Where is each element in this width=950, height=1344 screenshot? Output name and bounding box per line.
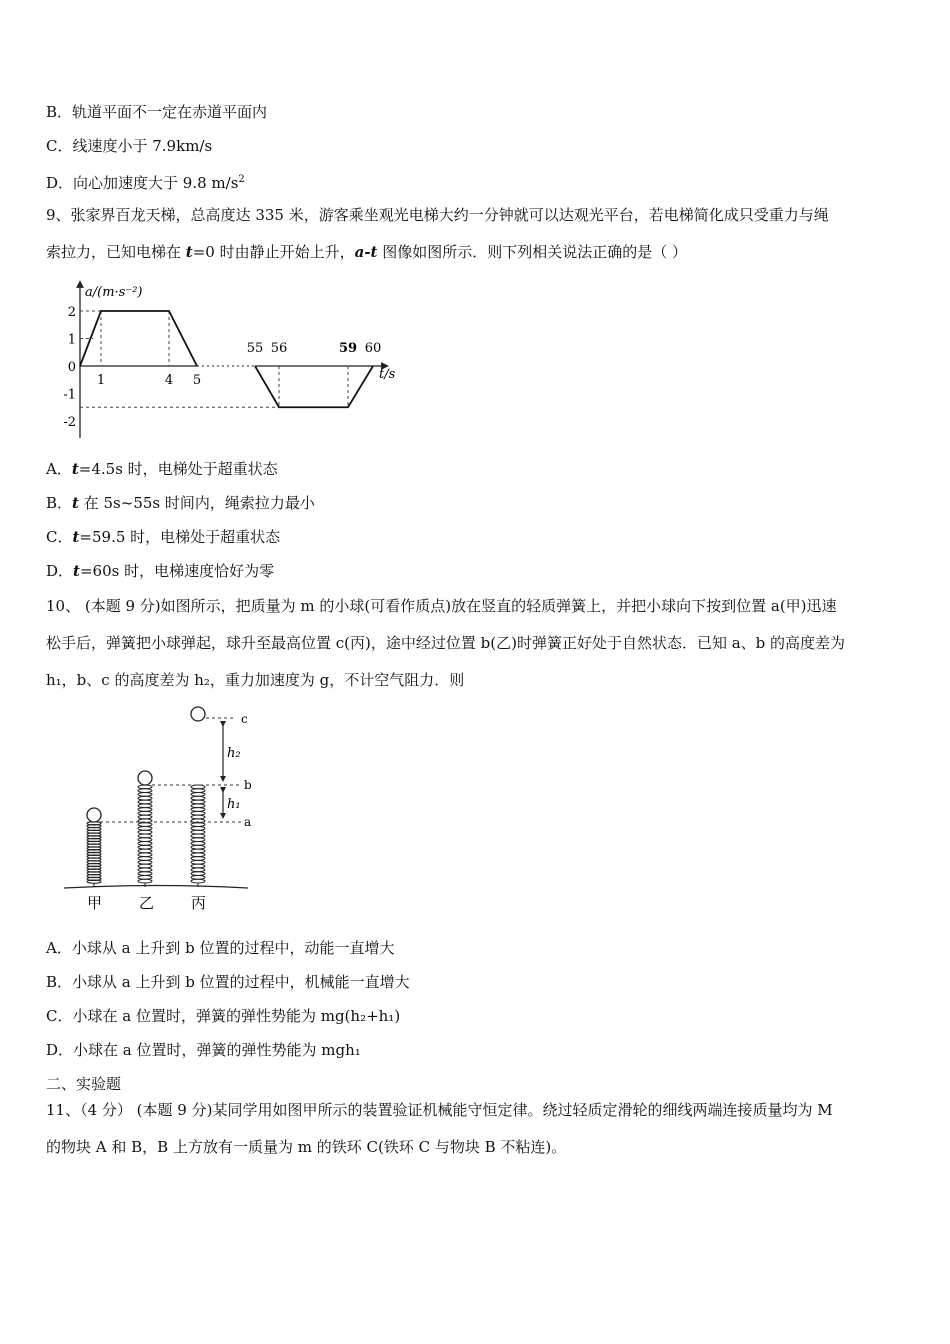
spring-coil [138,838,152,842]
q10-stem-line2: 松手后，弹簧把小球弹起，球升至最高位置 c(丙)，途中经过位置 b(乙)时弹簧正好处于自然状态．已知 a、b 的高度差为 [46,634,846,652]
spring-coil [138,872,152,876]
spring-coil [138,849,152,853]
q9-stem-line2 [46,242,687,262]
q9-option-c [46,527,280,547]
q8-option-d [46,170,245,193]
label-bing: 丙 [191,894,207,912]
q9-option-b-rest: 在 5s~55s 时间内，绳索拉力最小 [78,494,315,512]
spring-coil [138,804,152,808]
q9-stem-part3: 图像如图所示．则下列相关说法正确的是（ ） [377,243,688,261]
spring-coil [191,857,205,861]
spring-coil [191,793,205,797]
at-x-tick-label: 56 [270,341,288,356]
spring-coil [191,864,205,868]
q10-option-d: D．小球在 a 位置时，弹簧的弹性势能为 mgh₁ [46,1041,361,1059]
q8-option-b: B．轨道平面不一定在赤道平面内 [46,103,268,121]
ground-line [64,886,248,889]
spring-coil [87,880,101,883]
spring-jia [87,822,101,887]
spring-coil [191,875,205,879]
at-x-tick-label: 60 [364,341,382,356]
spring-coil [191,826,205,830]
q9-option-a-pre: A． [46,460,72,478]
q10-option-a: A．小球从 a 上升到 b 位置的过程中，动能一直增大 [46,939,395,957]
spring-coil [138,793,152,797]
spring-coil [138,811,152,815]
spring-coil [191,879,205,883]
q9-option-d [46,561,274,581]
q9-stem-at: a-t [354,243,378,261]
spring-coil [138,875,152,879]
q9-option-b-pre: B． [46,494,73,512]
spring-coil [138,864,152,868]
q9-option-b-t: t [72,494,79,512]
spring-coil [191,815,205,819]
q9-stem-part1: 索拉力，已知电梯在 [46,243,186,261]
spring-coil [191,860,205,864]
at-x-tick-label: 5 [192,373,202,388]
q9-option-a [46,459,278,479]
spring-bing [191,785,205,887]
at-y-tick-label: -2 [63,415,76,430]
at-x-label: t/s [379,367,396,382]
spring-figure [60,702,260,914]
q9-option-a-rest: =4.5s 时，电梯处于超重状态 [78,460,278,478]
at-x-tick-label: 1 [96,373,106,388]
q8-option-d-sup: 2 [238,174,245,185]
spring-coil [138,868,152,872]
at-x-tick-label: 59 [338,341,358,356]
spring-coil [138,857,152,861]
at-x-tick-label: 4 [164,373,174,388]
spring-coil [138,830,152,834]
spring-coil [138,845,152,849]
spring-coil [138,853,152,857]
spring-coil [191,785,205,789]
spring-coil [138,842,152,846]
at-y-tick-label: 0 [67,360,76,375]
label-jia: 甲 [87,894,103,912]
spring-coil [191,800,205,804]
q9-option-d-rest: =60s 时，电梯速度恰好为零 [79,562,275,580]
label-c: c [241,712,248,726]
q9-option-c-rest: =59.5 时，电梯处于超重状态 [79,528,281,546]
spring-coil [138,834,152,838]
spring-coil [191,842,205,846]
q9-option-d-pre: D． [46,562,74,580]
spring-coil [138,789,152,793]
label-yi: 乙 [139,894,155,912]
spring-coil [191,853,205,857]
label-h2: h₂ [227,746,241,761]
section-heading-experiment: 二、实验题 [46,1075,122,1093]
spring-coil [191,789,205,793]
q10-stem-line1: 10、 (本题 9 分)如图所示，把质量为 m 的小球(可看作质点)放在竖直的轻质弹簧上，并把小球向下按到位置 a(甲)迅速 [46,597,837,615]
q9-stem-line1: 9、张家界百龙天梯，总高度达 335 米，游客乘坐观光电梯大约一分钟就可以达观光平台，若电梯简化成只受重力与绳 [46,206,829,224]
spring-coil [138,815,152,819]
ball-yi [138,771,152,785]
spring-coil [191,830,205,834]
spring-coil [191,868,205,872]
q11-stem-line2: 的物块 A 和 B，B 上方放有一质量为 m 的铁环 C(铁环 C 与物块 B 不粘连)。 [46,1138,567,1156]
q9-option-c-pre: C． [46,528,73,546]
spring-coil [138,796,152,800]
at-series-line-end [255,366,373,407]
q9-option-a-t: t [71,460,79,478]
q10-option-c: C．小球在 a 位置时，弹簧的弹性势能为 mg(h₂+h₁) [46,1007,401,1025]
label-b: b [244,778,252,792]
spring-coil [138,826,152,830]
spring-coil [191,838,205,842]
q8-option-c: C．线速度小于 7.9km/s [46,137,213,155]
spring-coil [191,872,205,876]
spring-coil [138,823,152,827]
q11-stem-line1: 11、（4 分） (本题 9 分)某同学用如图甲所示的装置验证机械能守恒定律。绕过轻质定滑轮的细线两端连接质量均为 M [46,1101,833,1119]
spring-coil [138,800,152,804]
q9-stem-t: t [185,243,193,261]
spring-coil [191,808,205,812]
spring-coil [138,860,152,864]
q9-option-c-t: t [72,528,80,546]
spring-coil [191,849,205,853]
spring-coil [191,804,205,808]
at-y-tick-label: 1 [67,332,76,348]
at-x-tick-label: 55 [246,341,264,356]
spring-coil [191,845,205,849]
at-series-line-start [80,311,197,366]
at-chart [55,278,415,443]
spring-yi [138,785,152,887]
q10-stem-line3: h₁，b、c 的高度差为 h₂，重力加速度为 g，不计空气阻力．则 [46,671,465,689]
label-h1: h₁ [227,797,241,812]
label-a: a [244,815,252,829]
spring-coil [191,796,205,800]
ball-jia [87,808,101,822]
spring-coil [138,808,152,812]
spring-coil [191,811,205,815]
q9-option-d-t: t [73,562,80,580]
q10-option-b: B．小球从 a 上升到 b 位置的过程中，机械能一直增大 [46,973,410,991]
spring-coil [191,834,205,838]
q9-option-b [46,493,315,513]
at-y-tick-label: 2 [67,305,76,320]
spring-coil [138,879,152,883]
at-y-label: a/(m·s⁻²) [85,285,143,300]
at-y-tick-label: -1 [63,387,76,403]
spring-coil [191,823,205,827]
q8-option-d-text: D．向心加速度大于 9.8 m/s [46,174,239,192]
q9-stem-part2: =0 时由静止开始上升， [192,243,355,261]
ball-bing [191,707,205,721]
